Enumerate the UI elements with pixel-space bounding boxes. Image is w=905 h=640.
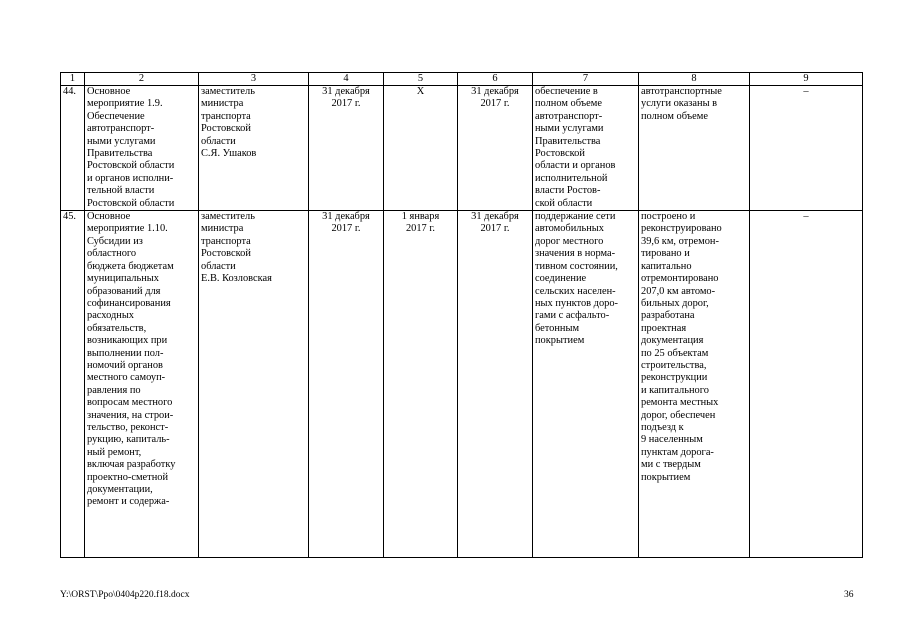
header-row xyxy=(61,73,863,86)
column-header: 5 xyxy=(384,73,458,86)
column-header: 2 xyxy=(85,73,199,86)
note: – xyxy=(750,211,863,558)
event-name: Основное мероприятие 1.9. Обеспечение автотранспорт- ными услугами Правительства Ростовской области и органов исполни- тельной власти Ростовской области xyxy=(85,86,199,211)
note: – xyxy=(750,86,863,211)
planned-end-date: 31 декабря 2017 г. xyxy=(309,86,384,211)
actual-start-date: 1 января 2017 г. xyxy=(384,211,458,558)
column-header: 4 xyxy=(309,73,384,86)
column-header: 1 xyxy=(61,73,85,86)
responsible-person: заместитель министра транспорта Ростовской области Е.В. Козловская xyxy=(199,211,309,558)
actual-result: автотранспортные услуги оказаны в полном объеме xyxy=(639,86,750,211)
event-name: Основное мероприятие 1.10. Субсидии из областного бюджета бюджетам муниципальных образований для софинансирования расходных обязательств, возникающих при выполнении пол- номочий органов местного самоуп- равления по вопросам местного значения, на строи- тельство, реконст- рукцию, капиталь- ный ремонт, включая разработку проектно-сметной документации, ремонт и содержа- xyxy=(85,211,199,558)
planned-end-date: 31 декабря 2017 г. xyxy=(309,211,384,558)
actual-end-date: 31 декабря 2017 г. xyxy=(458,211,533,558)
actual-start-date: Х xyxy=(384,86,458,211)
events-table xyxy=(60,72,863,558)
row-number: 45. xyxy=(61,211,85,558)
row-number: 44. xyxy=(61,86,85,211)
column-header: 7 xyxy=(533,73,639,86)
actual-result: построено и реконструировано 39,6 км, отремон- тировано и капитально отремонтировано 207,0 км автомо- бильных дорог, разработана проектная документация по 25 объектам строительства, реконструкции и капитального ремонта местных дорог, обеспечен подъезд к 9 населенным пунктам дорога- ми с твердым покрытием xyxy=(639,211,750,558)
file-path-footer: Y:\ORST\Ppo\0404p220.f18.docx xyxy=(60,590,190,600)
responsible-person: заместитель министра транспорта Ростовской области С.Я. Ушаков xyxy=(199,86,309,211)
page-number: 36 xyxy=(844,590,854,600)
planned-result: поддержание сети автомобильных дорог местного значения в норма- тивном состоянии, соединение сельских населен- ных пунктов доро- гами с асфальто- бетонным покрытием xyxy=(533,211,639,558)
table-row xyxy=(61,211,863,558)
actual-end-date: 31 декабря 2017 г. xyxy=(458,86,533,211)
column-header: 3 xyxy=(199,73,309,86)
column-header: 6 xyxy=(458,73,533,86)
table-row xyxy=(61,86,863,211)
column-header: 9 xyxy=(750,73,863,86)
planned-result: обеспечение в полном объеме автотранспорт- ными услугами Правительства Ростовской области и органов исполнительной власти Ростов- ской области xyxy=(533,86,639,211)
column-header: 8 xyxy=(639,73,750,86)
